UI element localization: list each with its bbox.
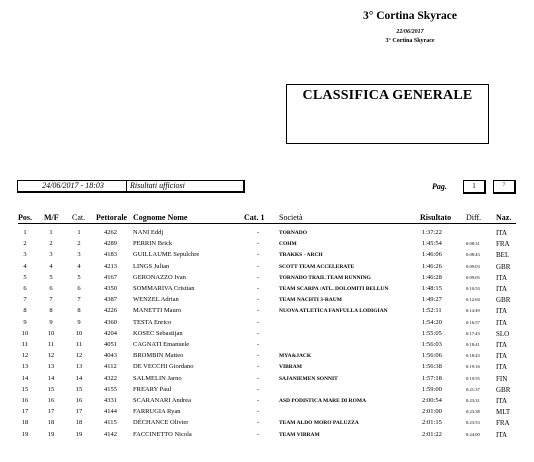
row-result: 1:56:06: [422, 352, 442, 360]
table-row: [0, 307, 534, 318]
row-mf: 12: [47, 352, 55, 360]
row-cat1: -: [257, 307, 260, 315]
row-pos: 8: [23, 307, 27, 315]
row-team: NUOVA ATLETICA FANFULLA LODIGIAN: [279, 308, 388, 315]
row-cat: 6: [77, 285, 81, 292]
row-cat: 7: [77, 296, 81, 304]
row-team: TEAM NACHTI 3-RAUM: [279, 297, 342, 304]
row-diff: 0:19:16: [466, 364, 480, 370]
row-pos: 19: [21, 430, 29, 438]
row-naz: GBR: [496, 385, 511, 394]
row-cat: 17: [75, 408, 83, 416]
row-cat1: -: [257, 374, 260, 382]
row-cat: 13: [75, 363, 83, 371]
row-diff: 0:09:05: [466, 274, 480, 280]
row-cat1: -: [257, 408, 260, 416]
row-diff: 0:10:53: [466, 286, 480, 291]
row-result: 1:57:18: [422, 374, 442, 382]
col-naz: Naz.: [496, 213, 512, 222]
row-mf: 11: [47, 341, 55, 348]
row-mf: 4: [49, 262, 53, 270]
page-label: Pag.: [432, 182, 447, 191]
row-mf: 1: [49, 229, 53, 236]
row-mf: 6: [49, 285, 53, 292]
row-cat: 4: [77, 262, 81, 270]
row-diff: 0:09:03: [466, 263, 480, 269]
row-pos: 16: [21, 397, 29, 404]
row-cat1: -: [257, 229, 260, 236]
results-status: Risultati ufficiosi: [130, 181, 185, 190]
row-bib: 4289: [104, 240, 117, 248]
header-rule: [18, 223, 516, 224]
row-cat1: -: [257, 240, 260, 248]
row-result: 1:48:15: [422, 285, 442, 292]
row-diff: 0:16:57: [466, 319, 480, 325]
table-row: [0, 419, 534, 430]
row-mf: 5: [49, 273, 53, 281]
row-cat: 10: [75, 329, 83, 337]
row-naz: ITA: [496, 430, 508, 439]
row-pos: 17: [21, 408, 29, 416]
row-cat: 2: [77, 240, 81, 248]
row-bib: 4142: [104, 430, 117, 438]
row-diff: 0:18:41: [466, 342, 480, 347]
row-mf: 8: [49, 307, 53, 315]
row-cat: 5: [77, 273, 81, 281]
row-bib: 4226: [104, 307, 117, 315]
row-diff: 0:18:43: [466, 353, 480, 359]
row-diff: 0:21:37: [466, 386, 480, 392]
row-result: 1:46:28: [422, 273, 442, 281]
page-current: 1: [463, 180, 486, 194]
row-cat1: -: [257, 430, 260, 438]
row-mf: 9: [49, 318, 53, 326]
row-pos: 5: [23, 273, 27, 281]
row-name: MANETTI Mauro: [133, 307, 182, 315]
row-naz: MLT: [496, 408, 511, 417]
row-bib: 4183: [104, 251, 117, 259]
row-cat: 8: [77, 307, 81, 315]
row-naz: ITA: [496, 307, 508, 316]
table-row: [0, 319, 534, 330]
row-result: 1:37:22: [422, 229, 442, 236]
row-mf: 13: [47, 363, 55, 371]
table-row: [0, 296, 534, 307]
row-mf: 16: [47, 397, 55, 404]
row-bib: 4155: [104, 385, 117, 393]
row-mf: 19: [47, 430, 55, 438]
col-mf: M/F: [44, 213, 59, 222]
row-team: TORNADO TRAIL TEAM RUNNING: [279, 274, 371, 281]
row-cat: 14: [75, 374, 83, 382]
row-naz: ITA: [496, 285, 508, 293]
row-name: PERRIN Brick: [133, 240, 173, 248]
row-naz: ITA: [496, 341, 508, 349]
row-diff: 0:23:53: [466, 420, 480, 426]
row-pos: 15: [21, 385, 29, 393]
row-name: TESTA Enrico: [133, 318, 172, 326]
row-diff: 0:12:04: [466, 297, 480, 303]
row-team: VIBRAM: [279, 364, 302, 371]
table-row: [0, 352, 534, 363]
row-team: TORNADO: [279, 230, 308, 236]
row-cat1: -: [257, 262, 260, 270]
row-cat1: -: [257, 363, 260, 371]
row-mf: 14: [47, 374, 55, 382]
row-pos: 9: [23, 318, 27, 326]
row-pos: 14: [21, 374, 29, 382]
row-pos: 4: [23, 262, 27, 270]
row-result: 1:56:03: [422, 341, 442, 348]
row-cat1: -: [257, 397, 260, 404]
col-name: Cognome Nome: [133, 213, 188, 222]
row-cat: 19: [75, 430, 83, 438]
row-bib: 4360: [104, 318, 117, 326]
row-result: 1:49:27: [422, 296, 442, 304]
table-row: [0, 341, 534, 352]
row-name: DÉCHANCE Olivier: [133, 419, 189, 427]
report-datetime: 24/06/2017 - 18:03: [42, 181, 104, 190]
row-bib: 4112: [104, 363, 117, 371]
row-cat: 11: [75, 341, 83, 348]
row-pos: 7: [23, 296, 27, 304]
table-row: [0, 240, 534, 251]
row-result: 1:45:54: [422, 240, 442, 248]
row-bib: 4331: [104, 397, 117, 404]
row-mf: 7: [49, 296, 53, 304]
row-naz: ITA: [496, 273, 508, 282]
row-name: FREARY Paul: [133, 385, 172, 393]
row-name: SCARANARI Andrea: [133, 397, 191, 404]
col-diff: Diff.: [466, 213, 482, 222]
row-team: SCOTT TEAM ACCELERATE: [279, 263, 355, 270]
row-naz: SLO: [496, 329, 510, 338]
row-result: 2:01:22: [422, 430, 442, 438]
row-cat1: -: [257, 285, 260, 292]
row-cat: 9: [77, 318, 81, 326]
row-naz: FRA: [496, 419, 510, 428]
row-naz: FIN: [496, 374, 508, 383]
row-bib: 4213: [104, 262, 117, 270]
row-team: COHM: [279, 241, 297, 248]
row-pos: 18: [21, 419, 29, 427]
row-cat: 18: [75, 419, 83, 427]
row-bib: 4387: [104, 296, 117, 304]
row-bib: 4167: [104, 273, 117, 281]
row-name: SOMMARIVA Cristian: [133, 285, 195, 292]
row-name: KOSEC Sebastijan: [133, 329, 183, 337]
row-team: ASD PODISTICA MARE DI ROMA: [279, 398, 367, 404]
row-naz: GBR: [496, 262, 511, 271]
row-pos: 13: [21, 363, 29, 371]
row-result: 1:55:05: [422, 329, 442, 337]
row-cat: 15: [75, 385, 83, 393]
row-bib: 4043: [104, 352, 117, 360]
page-total: 7: [493, 180, 516, 194]
row-naz: FRA: [496, 240, 510, 249]
row-mf: 18: [47, 419, 55, 427]
classifica-box: [286, 84, 489, 144]
row-team: TRAKKS - ARCH: [279, 252, 323, 259]
row-pos: 3: [23, 251, 27, 259]
row-cat1: -: [257, 296, 260, 304]
row-name: BROMBIN Matteo: [133, 352, 184, 360]
table-row: [0, 386, 534, 397]
classifica-title: CLASSIFICA GENERALE: [302, 88, 473, 103]
row-cat1: -: [257, 329, 260, 337]
table-row: [0, 363, 534, 374]
table-row: [0, 263, 534, 274]
event-subtitle: 3° Cortina Skyrace: [385, 38, 435, 44]
row-bib: 4350: [104, 285, 117, 292]
row-naz: ITA: [496, 397, 508, 405]
row-diff: 0:23:38: [466, 409, 480, 415]
row-naz: ITA: [496, 363, 508, 372]
table-row: [0, 229, 534, 240]
row-pos: 11: [21, 341, 29, 348]
row-bib: 4051: [104, 341, 117, 348]
row-team: TEAM VIBRAM: [279, 431, 320, 438]
row-name: LINGS Julian: [133, 262, 170, 270]
row-mf: 17: [47, 408, 55, 416]
event-date: 22/06/2017: [396, 29, 424, 35]
row-pos: 10: [21, 329, 29, 337]
row-cat: 12: [75, 352, 83, 360]
col-result: Risultato: [420, 213, 452, 222]
row-result: 2:01:15: [422, 419, 442, 427]
row-name: DE VECCHI Giordano: [133, 363, 194, 371]
row-naz: ITA: [496, 318, 508, 327]
row-diff: 0:17:43: [466, 330, 480, 336]
row-team: MYA&JACK: [279, 353, 312, 360]
row-pos: 2: [23, 240, 27, 248]
row-cat1: -: [257, 251, 260, 259]
row-result: 1:56:38: [422, 363, 442, 371]
row-team: TEAM ALDO MORO PALUZZA: [279, 420, 359, 427]
table-row: [0, 274, 534, 285]
row-naz: GBR: [496, 296, 511, 305]
table-row: [0, 431, 534, 442]
row-result: 1:52:11: [422, 307, 442, 315]
row-diff: 0:08:43: [466, 252, 480, 258]
table-row: [0, 285, 534, 296]
table-row: [0, 375, 534, 386]
info-separator: [126, 181, 127, 191]
row-bib: 4115: [104, 419, 117, 427]
row-name: GERONAZZO Ivan: [133, 273, 186, 281]
row-result: 1:46:06: [422, 251, 442, 259]
table-row: [0, 330, 534, 341]
row-name: FACCINETTO Nicola: [133, 430, 192, 438]
table-row: [0, 251, 534, 262]
row-cat1: -: [257, 273, 260, 281]
row-name: SALMELIN Jarno: [133, 374, 182, 382]
row-name: GUILLAUME Sepulchre: [133, 251, 200, 259]
row-result: 2:00:54: [422, 397, 442, 404]
col-team: Società: [279, 213, 303, 222]
row-pos: 12: [21, 352, 29, 360]
row-result: 1:54:20: [422, 318, 442, 326]
row-name: NANI Eddj: [133, 229, 164, 236]
row-pos: 1: [23, 229, 27, 236]
row-bib: 4262: [104, 229, 117, 236]
row-diff: 0:19:55: [466, 375, 480, 381]
row-name: FARRUGIA Ryan: [133, 408, 181, 416]
row-naz: BEL: [496, 251, 510, 260]
row-cat1: -: [257, 352, 260, 360]
event-title: 3° Cortina Skyrace: [362, 10, 458, 22]
row-cat1: -: [257, 419, 260, 427]
row-cat: 16: [75, 397, 83, 404]
row-diff: 0:23:31: [466, 398, 480, 403]
col-bib: Pettorale: [96, 213, 128, 222]
table-row: [0, 408, 534, 419]
row-pos: 6: [23, 285, 27, 292]
row-team: TEAM SCARPA /ATL. DOLOMITI BELLUN: [279, 286, 389, 292]
row-mf: 3: [49, 251, 53, 259]
row-cat1: -: [257, 385, 260, 393]
row-naz: ITA: [496, 352, 508, 361]
row-diff: 0:14:49: [466, 308, 480, 314]
row-cat1: -: [257, 341, 260, 348]
row-mf: 10: [47, 329, 55, 337]
col-pos: Pos.: [18, 213, 32, 222]
row-bib: 4144: [104, 408, 117, 416]
info-bar: [17, 180, 245, 193]
row-mf: 15: [47, 385, 55, 393]
row-cat1: -: [257, 318, 260, 326]
row-cat: 3: [77, 251, 81, 259]
table-row: [0, 397, 534, 408]
row-team: SAJANIEMEN SONNIT: [279, 375, 338, 382]
row-result: 1:46:26: [422, 262, 442, 270]
row-naz: ITA: [496, 229, 508, 237]
row-name: CAGNATI Emanuele: [133, 341, 190, 348]
row-name: WENZEL Adrian: [133, 296, 179, 304]
row-bib: 4204: [104, 329, 117, 337]
row-cat: 1: [77, 229, 81, 236]
row-mf: 2: [49, 240, 53, 248]
row-result: 2:01:00: [422, 408, 442, 416]
row-bib: 4322: [104, 374, 117, 382]
row-diff: 0:08:31: [466, 241, 480, 247]
row-diff: 0:24:00: [466, 431, 480, 437]
col-cat1: Cat. 1: [244, 213, 265, 222]
col-cat: Cat.: [72, 213, 86, 222]
row-result: 1:59:00: [422, 385, 442, 393]
